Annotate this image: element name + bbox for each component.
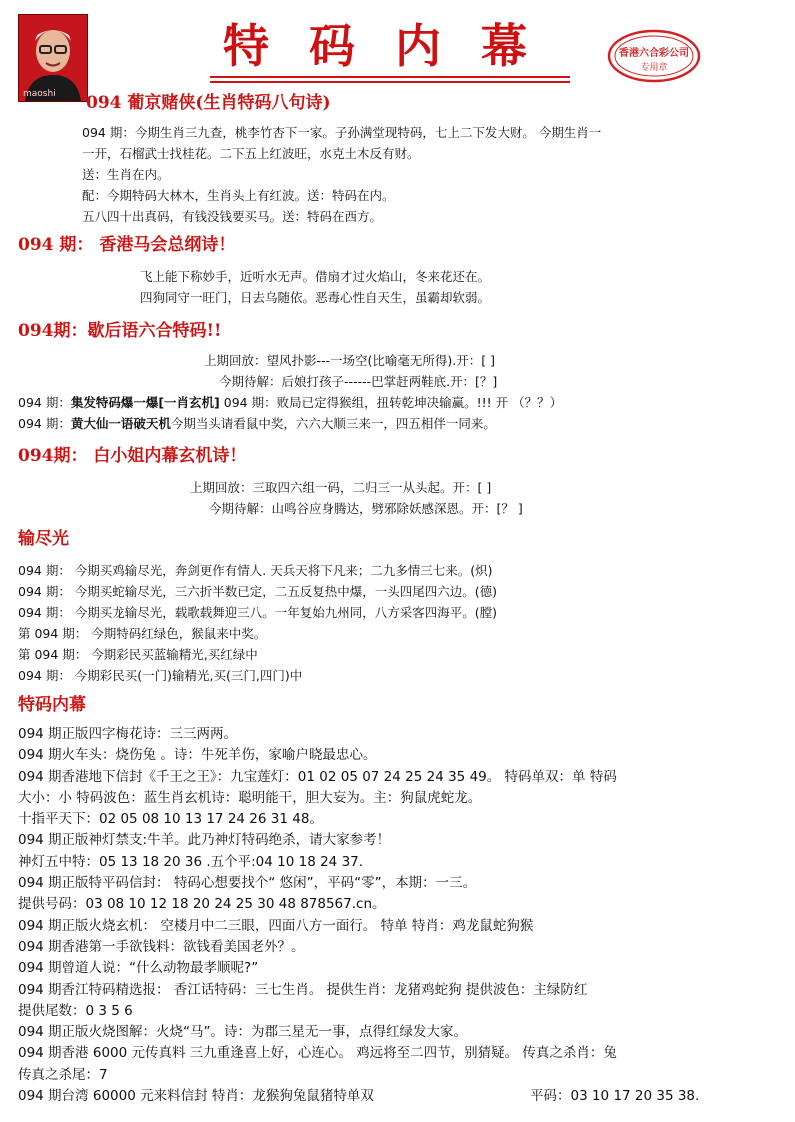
poem-line: 094 期：今期生肖三九查，桃李竹杏下一家。子孙满堂现特码，七上二下发大财。 今期生肖一 — [82, 125, 602, 140]
section-heading: 094 期： 香港马会总纲诗！ — [18, 235, 236, 255]
tip-line: 094 期正版特平码信封： 特码心想要找个“ 悠闲”，平码“零”，本期：一三。 — [18, 875, 477, 892]
previous-result-line: 上期回放：三取四六组一码，二归三一从头起。开：[ ] — [190, 480, 492, 495]
tip-line: 094 期正版四字梅花诗：三三两两。 — [18, 726, 238, 742]
stamp-center-text: 专用章 — [640, 63, 668, 73]
poem-line: 配：今期特码大林木，生肖头上有红波。送：特码在内。 — [82, 188, 395, 203]
section-xiehouyu — [0, 320, 795, 434]
poem-line: 送：生肖在内。 — [82, 167, 170, 182]
tip-line: 传真之杀尾：7 — [18, 1066, 108, 1083]
tip-line: 十指平天下：02 05 08 10 13 17 24 26 31 48。 — [18, 811, 323, 828]
current-riddle-line: 今期待解：后娘打孩子------巴掌赶两鞋底.开：[？] — [219, 374, 498, 389]
tip-line: 大小：小 特码波色：蓝生肖玄机诗：聪明能干，胆大妄为。主：狗鼠虎蛇龙。 — [18, 789, 482, 806]
huangdaxian-line: 094 期：黄大仙一语破天机今期当头请看鼠中奖，六六大顺三来一，四五相伴一同来。 — [18, 416, 496, 431]
official-stamp — [606, 28, 702, 84]
section-temaneimu — [0, 694, 795, 1107]
tip-line: 094 期火车头：烧伤兔 。诗：牛死羊伤，家喻户晓最忠心。 — [18, 747, 377, 764]
section-heading: 094 葡京赌侠(生肖特码八句诗) — [86, 93, 331, 113]
page-title: 特码内幕 — [223, 19, 567, 73]
previous-result-line: 上期回放：望风扑影---一场空(比喻毫无所得).开：[ ] — [204, 353, 495, 368]
prediction-line: 094 期： 今期买蛇输尽光，三六折半数已定，二五反复热中爆，一头四尾四六边。(德) — [18, 584, 498, 599]
poem-line: 一开，石榴武士找桂花。二下五上红波旺，水克土木反有财。 — [82, 146, 420, 161]
current-riddle-line: 今期待解：山鸣谷应身腾达，劈邪除妖感深恩。开：[？ ] — [209, 501, 523, 516]
photo-watermark: maoshi — [23, 89, 56, 99]
poem-line: 飞上能下称妙手，近听水无声。借扇才过火焰山，冬来花还在。 — [140, 269, 491, 284]
taiwan-special: 094 期台湾 60000 元来料信封 特肖：龙猴狗兔鼠猪特单双 — [18, 1088, 374, 1105]
section-hkjc-poem — [0, 234, 795, 308]
poem-line: 五八四十出真码，有钱没钱要买马。送：特码在西方。 — [82, 209, 383, 224]
tip-line: 提供尾数：0 3 5 6 — [18, 1002, 133, 1019]
prediction-line: 第 094 期： 今期特码红绿色，猴鼠来中奖。 — [18, 626, 267, 641]
section-heading: 094期： 白小姐内幕玄机诗！ — [18, 446, 247, 466]
tip-line: 094 期香江特码精选报： 香江话特码：三七生肖。 提供生肖：龙猪鸡蛇狗 提供波色：主绿防红 — [18, 981, 588, 998]
section-heading: 094期：歇后语六合特码!! — [18, 321, 222, 341]
jifa-line: 094 期：集发特码爆一爆[一肖玄机] 094 期：败局已定得猴组，扭转乾坤决输赢。!!! 开 （？？） — [18, 395, 563, 410]
page-title-block — [215, 14, 575, 84]
section-shujinguang — [0, 528, 795, 686]
tip-line: 提供号码：03 08 10 12 18 20 24 25 30 48 878567.cn。 — [18, 896, 386, 913]
prediction-line: 094 期： 今期彩民买(一门)输精光,买(三门,四门)中 — [18, 668, 303, 683]
tip-line: 094 期正版火烧玄机： 空楼月中二三眼，四面八方一面行。 特单 特肖：鸡龙鼠蛇狗猴 — [18, 917, 534, 934]
section-heading: 特码内幕 — [18, 695, 86, 715]
taiwan-flat-numbers: 平码：03 10 17 20 35 38. — [530, 1088, 700, 1105]
section-pujing — [0, 92, 795, 227]
tip-line: 094 期香港 6000 元传真料 三九重逢喜上好，心连心。 鸡远将至二四节，别猜疑。 传真之杀肖：兔 — [18, 1045, 617, 1062]
taiwan-line — [18, 1086, 795, 1107]
tip-line: 094 期曾道人说：“什么动物最孝顺呢?” — [18, 960, 259, 977]
poem-line: 四狗同守一旺门，日去乌随依。恶毒心性自天生，虽霸却软弱。 — [140, 290, 491, 305]
title-underline-bottom — [210, 81, 570, 83]
tip-line: 094 期香港地下信封《千王之王》：九宝莲灯：01 02 05 07 24 25 24 35 49。 特码单双：单 特码 — [18, 768, 617, 785]
section-baixiaojie — [0, 445, 795, 519]
tip-line: 神灯五中特：05 13 18 20 36 .五个平:04 10 18 24 37. — [18, 853, 364, 870]
tip-line: 094 期香港第一手欲钱料：欲钱看美国老外？。 — [18, 938, 305, 955]
title-underline-top — [210, 76, 570, 78]
prediction-line: 094 期： 今期买鸡输尽光，奔剑更作有情人. 天兵天将下凡来；二九多情三七来。(炽) — [18, 563, 493, 578]
tip-line: 094 期正版火烧图解：火烧“马”。诗：为郡三星无一事，点得红绿发大家。 — [18, 1024, 468, 1041]
prediction-line: 094 期： 今期买龙输尽光，载歌载舞迎三八。一年复始九州同，八方采客四海平。(膛) — [18, 605, 498, 620]
prediction-line: 第 094 期： 今期彩民买蓝输精光,买红绿中 — [18, 647, 258, 662]
section-heading: 输尽光 — [18, 529, 69, 549]
author-photo — [18, 14, 88, 102]
tip-line: 094 期正版神灯禁支:牛羊。此乃神灯特码绝杀，请大家参考！ — [18, 832, 391, 849]
stamp-arc-text: 香港六合彩公司 — [619, 48, 689, 59]
